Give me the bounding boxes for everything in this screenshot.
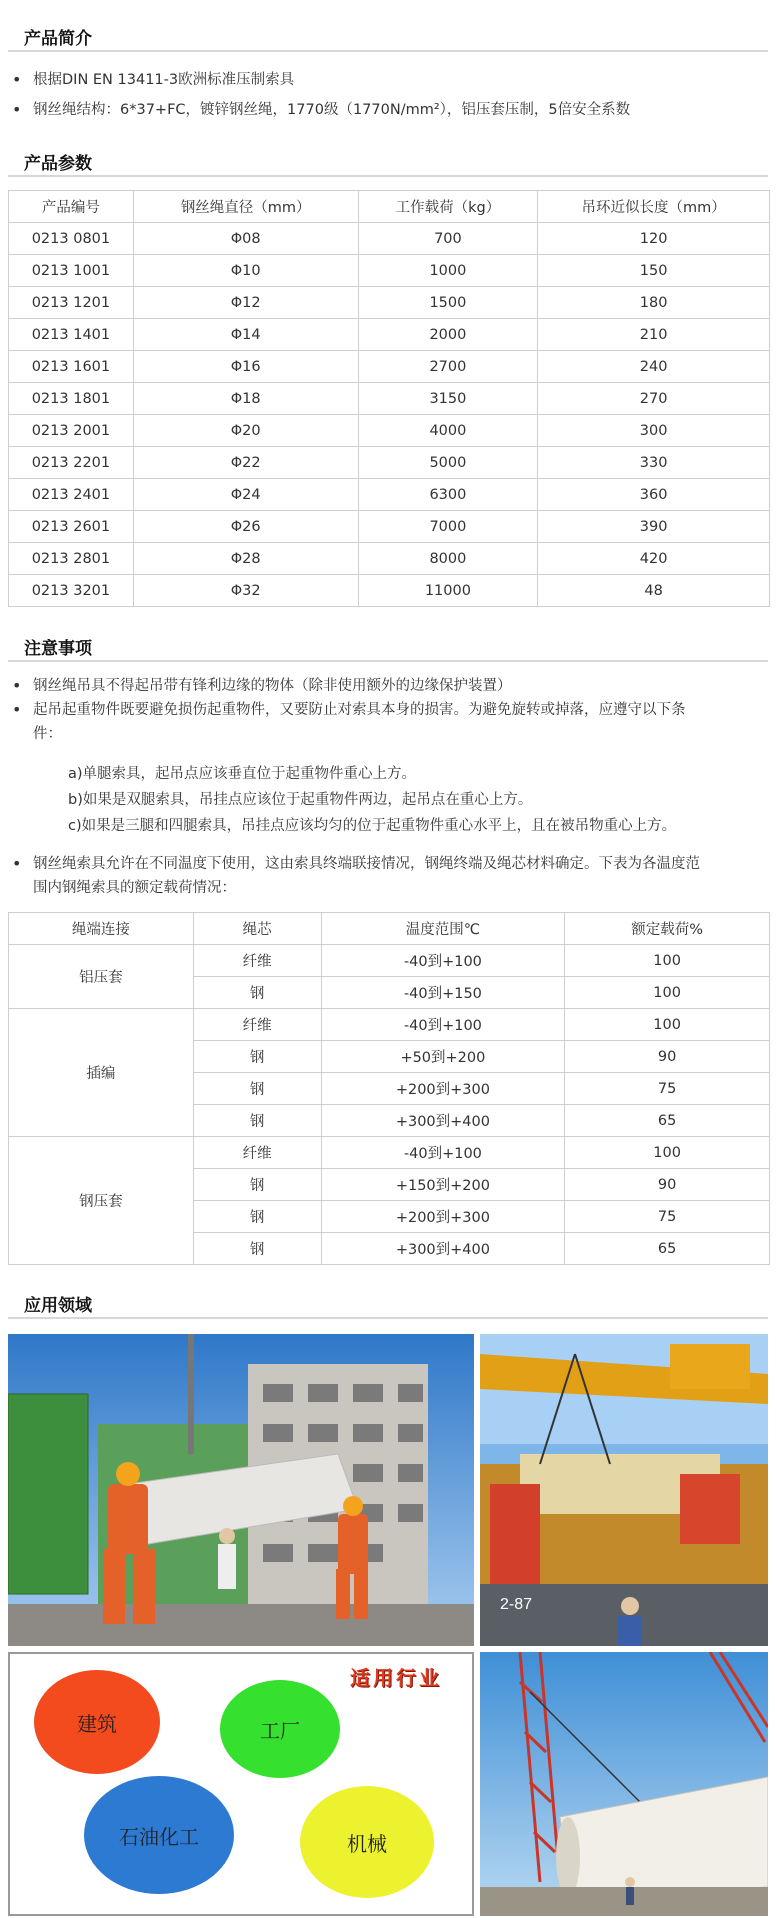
table-cell: 2700: [358, 351, 538, 383]
section-title-notes: 注意事项: [8, 628, 768, 662]
table-cell: 240: [538, 351, 770, 383]
table-cell: Φ08: [133, 223, 358, 255]
params-table: [8, 190, 770, 607]
table-cell: 3150: [358, 383, 538, 415]
table-cell: 420: [538, 543, 770, 575]
table-cell: 2000: [358, 319, 538, 351]
table-cell: 0213 1601: [9, 351, 134, 383]
industry-label: 石油化工: [119, 1824, 199, 1849]
table-cell: Φ28: [133, 543, 358, 575]
table-row: [9, 287, 770, 319]
table-cell: 钢: [193, 1073, 321, 1105]
list-item: • 钢丝绳结构：6*37+FC，镀锌钢丝绳，1770级（1770N/mm²），铝压套压制，5倍安全系数: [0, 98, 630, 122]
table-cell: 0213 1801: [9, 383, 134, 415]
table-row: [9, 447, 770, 479]
section-title-application: 应用领域: [8, 1285, 768, 1319]
table-cell: 65: [565, 1233, 770, 1265]
construction-photo: [8, 1334, 474, 1646]
industry-label: 工厂: [260, 1718, 300, 1743]
table-cell: 1000: [358, 255, 538, 287]
table-cell: 钢: [193, 1169, 321, 1201]
table-cell: 纤维: [193, 1137, 321, 1169]
table-cell: 100: [565, 977, 770, 1009]
table-cell: 钢: [193, 1233, 321, 1265]
table-cell: 0213 1201: [9, 287, 134, 319]
table-cell: Φ24: [133, 479, 358, 511]
column-header: 产品编号: [9, 191, 134, 223]
table-row: [9, 351, 770, 383]
group-cell: 钢压套: [9, 1137, 194, 1265]
table-cell: 0213 2201: [9, 447, 134, 479]
table-row: [9, 945, 770, 977]
industry-label: 建筑: [77, 1711, 117, 1736]
table-cell: 纤维: [193, 1009, 321, 1041]
table-cell: Φ22: [133, 447, 358, 479]
table-row: [9, 543, 770, 575]
table-cell: Φ16: [133, 351, 358, 383]
table-cell: 7000: [358, 511, 538, 543]
table-cell: 0213 1001: [9, 255, 134, 287]
table-row: [9, 479, 770, 511]
table-cell: Φ26: [133, 511, 358, 543]
table-cell: 钢: [193, 1041, 321, 1073]
table-cell: 钢: [193, 1105, 321, 1137]
table-cell: 300: [538, 415, 770, 447]
industry-panel: [8, 1652, 474, 1916]
table-cell: 8000: [358, 543, 538, 575]
table-cell: 270: [538, 383, 770, 415]
column-header: 吊环近似长度（mm）: [538, 191, 770, 223]
note-sub-c: c)如果是三腿和四腿索具，吊挂点应该均匀的位于起重物件重心水平上，且在被吊物重心上方。: [68, 818, 677, 834]
industry-circle-construction: [34, 1670, 160, 1774]
table-cell: 100: [565, 1009, 770, 1041]
group-cell: 铝压套: [9, 945, 194, 1009]
table-row: [9, 575, 770, 607]
column-header: 绳芯: [193, 913, 321, 945]
note-sub-a: a)单腿索具，起吊点应该垂直位于起重物件重心上方。: [68, 766, 417, 782]
table-cell: 0213 2401: [9, 479, 134, 511]
table-cell: 90: [565, 1041, 770, 1073]
table-cell: 120: [538, 223, 770, 255]
column-header: 绳端连接: [9, 913, 194, 945]
table-cell: Φ14: [133, 319, 358, 351]
note-sub-b: b)如果是双腿索具，吊挂点应该位于起重物件两边，起吊点在重心上方。: [68, 792, 533, 808]
note-text: 钢丝绳索具允许在不同温度下使用，这由索具终端联接情况，钢绳终端及绳芯材料确定。下表为各温度范: [33, 856, 700, 872]
note-text: 起吊起重物件既要避免损伤起重物件，又要防止对索具本身的损害。为避免旋转或掉落，应遵守以下条: [33, 702, 686, 718]
list-item: • 根据DIN EN 13411-3欧洲标准压制索具: [0, 68, 630, 92]
table-cell: Φ12: [133, 287, 358, 319]
table-header-row: [9, 913, 770, 945]
table-row: [9, 383, 770, 415]
note-text: 围内钢绳索具的额定载荷情况：: [33, 880, 236, 896]
column-header: 钢丝绳直径（mm）: [133, 191, 358, 223]
table-header-row: [9, 191, 770, 223]
table-cell: 48: [538, 575, 770, 607]
list-item: • 钢丝绳吊具不得起吊带有锋利边缘的物体（除非使用额外的边缘保护装置）: [0, 674, 686, 698]
table-cell: 0213 3201: [9, 575, 134, 607]
table-cell: 150: [538, 255, 770, 287]
table-cell: 210: [538, 319, 770, 351]
table-cell: 钢: [193, 977, 321, 1009]
table-row: [9, 319, 770, 351]
section-title-intro: 产品简介: [8, 18, 768, 52]
table-cell: Φ20: [133, 415, 358, 447]
table-cell: 0213 2001: [9, 415, 134, 447]
industry-circle-machinery: [300, 1786, 434, 1898]
table-cell: Φ18: [133, 383, 358, 415]
table-cell: 75: [565, 1201, 770, 1233]
table-cell: 390: [538, 511, 770, 543]
crane-photo: [480, 1334, 768, 1646]
note-text: 件：: [33, 726, 62, 742]
table-cell: 0213 2601: [9, 511, 134, 543]
industry-label: 机械: [347, 1831, 387, 1856]
table-cell: 700: [358, 223, 538, 255]
table-cell: 钢: [193, 1201, 321, 1233]
table-cell: -40到+150: [321, 977, 565, 1009]
table-cell: 0213 2801: [9, 543, 134, 575]
table-cell: -40到+100: [321, 1009, 565, 1041]
list-item: [0, 698, 686, 746]
table-cell: 5000: [358, 447, 538, 479]
table-cell: -40到+100: [321, 1137, 565, 1169]
column-header: 额定载荷%: [565, 913, 770, 945]
table-cell: +150到+200: [321, 1169, 565, 1201]
table-cell: 0213 0801: [9, 223, 134, 255]
table-cell: Φ32: [133, 575, 358, 607]
column-header: 工作载荷（kg）: [358, 191, 538, 223]
industry-title: 适用行业: [350, 1666, 442, 1690]
table-cell: 90: [565, 1169, 770, 1201]
industry-circle-petrochemical: [84, 1776, 234, 1894]
table-row: [9, 223, 770, 255]
table-cell: 100: [565, 945, 770, 977]
table-cell: +200到+300: [321, 1201, 565, 1233]
intro-bullets: [0, 68, 630, 122]
table-cell: 75: [565, 1073, 770, 1105]
group-cell: 插编: [9, 1009, 194, 1137]
table-cell: 6300: [358, 479, 538, 511]
table-row: [9, 415, 770, 447]
table-cell: 100: [565, 1137, 770, 1169]
table-row: [9, 1009, 770, 1041]
table-cell: 4000: [358, 415, 538, 447]
table-cell: 330: [538, 447, 770, 479]
table-cell: 360: [538, 479, 770, 511]
section-title-params: 产品参数: [8, 143, 768, 177]
table-cell: +300到+400: [321, 1233, 565, 1265]
table-cell: Φ10: [133, 255, 358, 287]
table-cell: +50到+200: [321, 1041, 565, 1073]
temperature-table: [8, 912, 770, 1265]
table-cell: +300到+400: [321, 1105, 565, 1137]
notes-bullets: [0, 674, 686, 746]
notes-bullets-2: [0, 852, 700, 900]
table-row: [9, 255, 770, 287]
table-cell: 0213 1401: [9, 319, 134, 351]
table-row: [9, 511, 770, 543]
table-cell: 1500: [358, 287, 538, 319]
industry-circle-factory: [220, 1680, 340, 1778]
table-cell: 65: [565, 1105, 770, 1137]
list-item: [0, 852, 700, 900]
table-cell: -40到+100: [321, 945, 565, 977]
table-cell: 180: [538, 287, 770, 319]
vehicle-plate-text: 2-87: [500, 1596, 533, 1613]
column-header: 温度范围℃: [321, 913, 565, 945]
table-cell: +200到+300: [321, 1073, 565, 1105]
crawler-crane-photo: [480, 1652, 768, 1916]
table-row: [9, 1137, 770, 1169]
table-cell: 11000: [358, 575, 538, 607]
table-cell: 纤维: [193, 945, 321, 977]
